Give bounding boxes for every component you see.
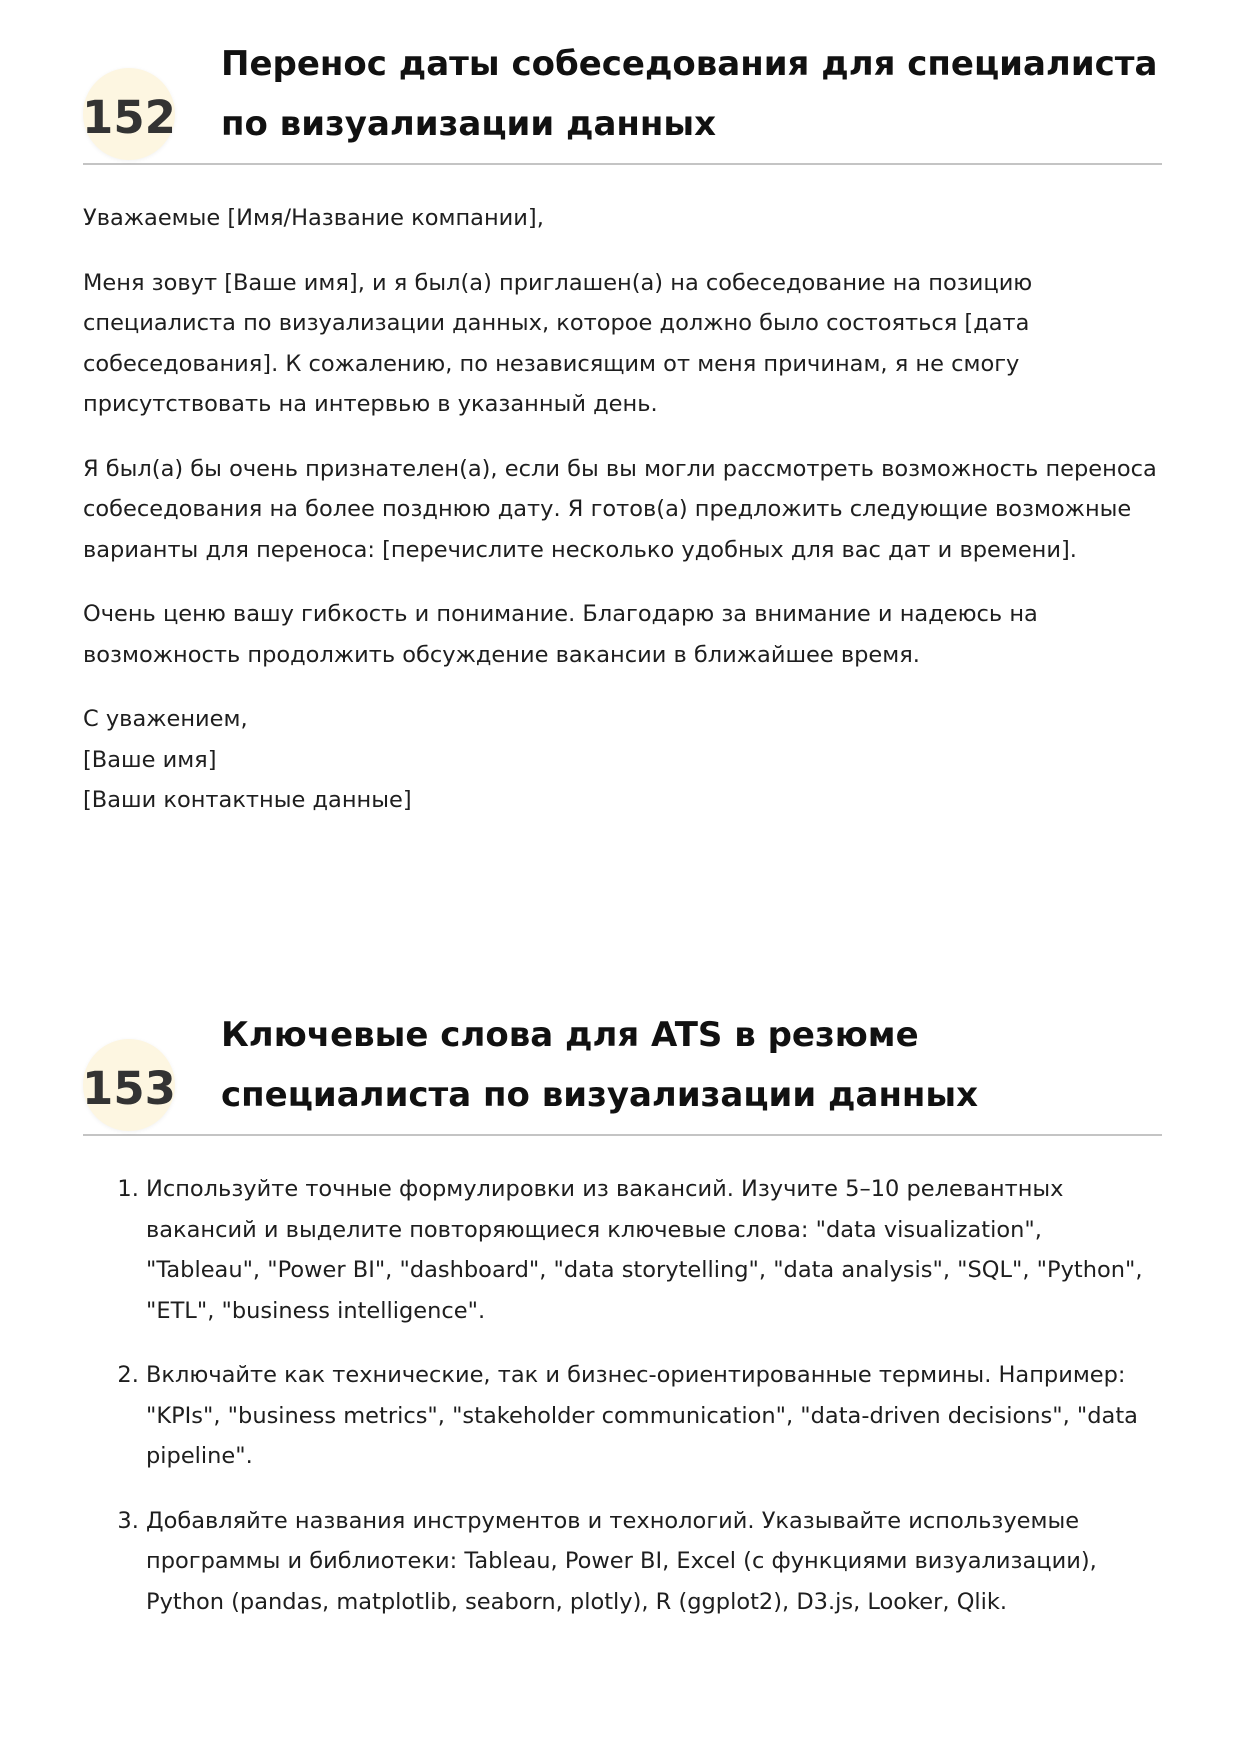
list-item: 2. Включайте как технические, так и бизнес-ориентированные термины. Например: "KPIs", "business metrics", "stakeholder communication", "data-driven decisions", "data pipeline".: [146, 1355, 1162, 1477]
greeting-paragraph: Уважаемые [Имя/Название компании],: [83, 205, 544, 231]
section-body: [83, 165, 1162, 821]
section-header: [83, 1001, 1162, 1136]
signature-contacts: [Ваши контактные данные]: [83, 787, 412, 813]
signature-name: [Ваше имя]: [83, 746, 217, 773]
signature-closing: С уважением,: [83, 706, 248, 732]
list-item: 3. Добавляйте названия инструментов и технологий. Указывайте используемые программы и библиотеки: Tableau, Power BI, Excel (с функциями визуализации), Python (pandas, matplotlib, seaborn, plotly), R (ggplot2), D3.js, Looker, Qlik.: [146, 1501, 1162, 1623]
signature-block: [83, 699, 1162, 821]
section-153: [83, 1001, 1162, 1646]
section-body: [83, 1136, 1162, 1622]
body-paragraph: Очень ценю вашу гибкость и понимание. Благодарю за внимание и надеюсь на возможность продолжить обсуждение вакансии в ближайшее время.: [83, 601, 1038, 668]
body-paragraph: Я был(а) бы очень признателен(а), если бы вы могли рассмотреть возможность переноса собеседования на более позднюю дату. Я готов(а) предложить следующие возможные варианты для переноса: [перечислите несколько удобных для вас дат и времени].: [83, 455, 1157, 563]
section-number: 152: [82, 91, 176, 144]
section-header: [83, 30, 1162, 165]
keywords-list: [83, 1169, 1162, 1622]
section-number: 153: [82, 1062, 176, 1115]
body-paragraph: Меня зовут [Ваше имя], и я был(а) приглашен(а) на собеседование на позицию специалиста по визуализации данных, которое должно было состояться [дата собеседования]. К сожалению, по независящим от меня причинам, я не смогу присутствовать на интервью в указанный день.: [83, 269, 1033, 417]
section-152: [83, 30, 1162, 845]
section-title: Ключевые слова для ATS в резюме специалиста по визуализации данных: [221, 1015, 979, 1115]
section-title: Перенос даты собеседования для специалиста по визуализации данных: [221, 44, 1158, 144]
list-item: 1. Используйте точные формулировки из вакансий. Изучите 5–10 релевантных вакансий и выделите повторяющиеся ключевые слова: "data visualization", "Tableau", "Power BI", "dashboard", "data storytelling", "data analysis", "SQL", "Python", "ETL", "business intelligence".: [146, 1169, 1162, 1331]
